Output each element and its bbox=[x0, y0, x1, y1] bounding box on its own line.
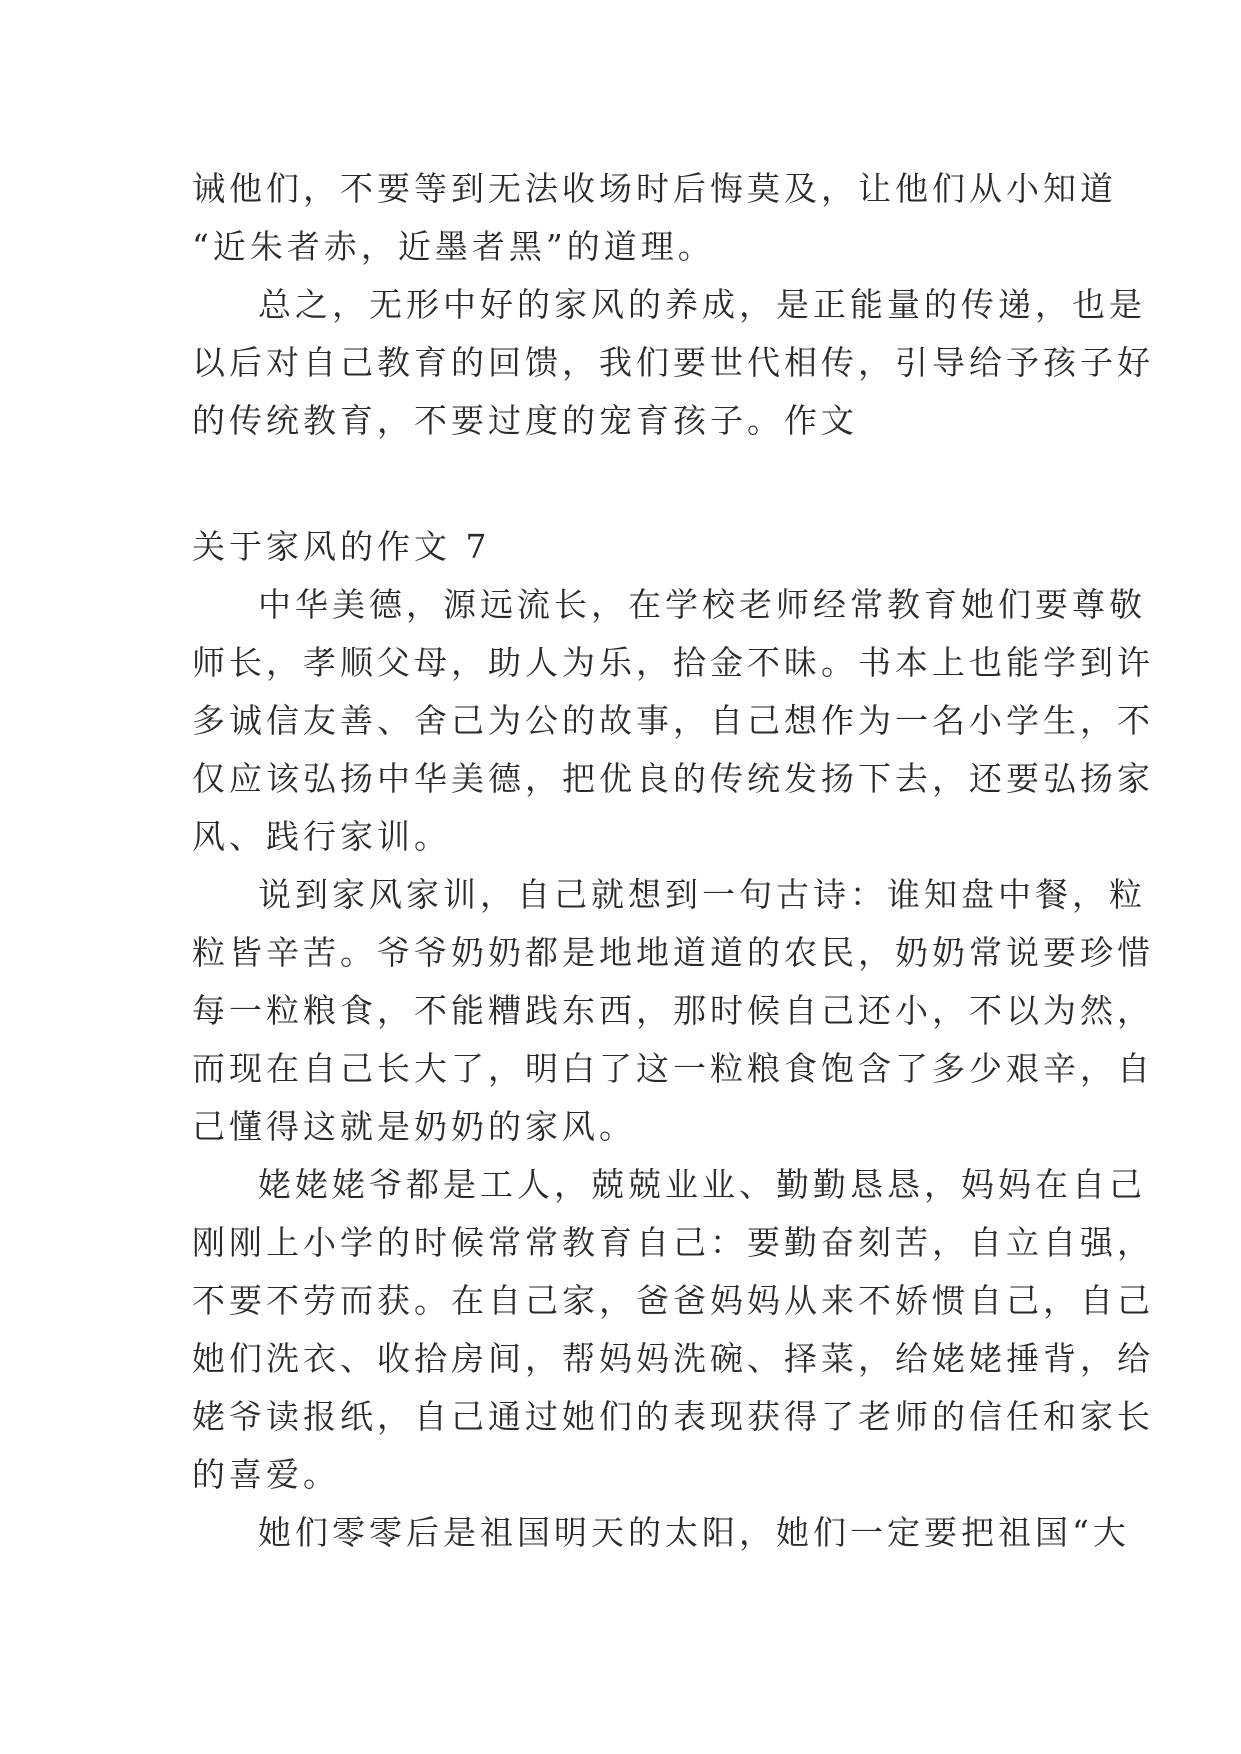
text-line: 己懂得这就是奶奶的家风。 bbox=[192, 1107, 636, 1146]
section-heading: 关于家风的作文 7 bbox=[192, 527, 491, 566]
text-line: 中华美德，源远流长，在学校老师经常教育她们要尊敬 bbox=[258, 585, 1146, 624]
text-line: 的传统教育，不要过度的宠育孩子。作文 bbox=[192, 401, 858, 440]
paragraph bbox=[192, 576, 1154, 866]
paragraph bbox=[192, 1156, 1154, 1504]
text-line: 风、践行家训。 bbox=[192, 817, 451, 856]
paragraph-continuation bbox=[192, 160, 1117, 276]
text-line: 每一粒粮食，不能糟践东西，那时候自己还小，不以为然， bbox=[192, 991, 1154, 1030]
text-line: 姥爷读报纸，自己通过她们的表现获得了老师的信任和家长 bbox=[192, 1397, 1154, 1436]
text-line: 多诚信友善、舍己为公的故事，自己想作为一名小学生，不 bbox=[192, 701, 1154, 740]
text-line: “近朱者赤，近墨者黑”的道理。 bbox=[192, 227, 715, 266]
paragraph bbox=[192, 276, 1154, 450]
paragraph bbox=[192, 1504, 1130, 1562]
text-line: 诫他们，不要等到无法收场时后悔莫及，让他们从小知道 bbox=[192, 169, 1117, 208]
text-line: 总之，无形中好的家风的养成，是正能量的传递，也是 bbox=[258, 285, 1146, 324]
text-line: 以后对自己教育的回馈，我们要世代相传，引导给予孩子好 bbox=[192, 343, 1154, 382]
text-line: 粒皆辛苦。爷爷奶奶都是地地道道的农民，奶奶常说要珍惜 bbox=[192, 933, 1154, 972]
text-line: 说到家风家训，自己就想到一句古诗：谁知盘中餐，粒 bbox=[258, 875, 1146, 914]
text-line: 师长，孝顺父母，助人为乐，拾金不昧。书本上也能学到许 bbox=[192, 643, 1154, 682]
text-line: 仅应该弘扬中华美德，把优良的传统发扬下去，还要弘扬家 bbox=[192, 759, 1154, 798]
text-line: 而现在自己长大了，明白了这一粒粮食饱含了多少艰辛，自 bbox=[192, 1049, 1154, 1088]
text-line: 刚刚上小学的时候常常教育自己：要勤奋刻苦，自立自强， bbox=[192, 1223, 1154, 1262]
text-line: 她们洗衣、收拾房间，帮妈妈洗碗、择菜，给姥姥捶背，给 bbox=[192, 1339, 1154, 1378]
paragraph bbox=[192, 866, 1154, 1156]
text-line: 的喜爱。 bbox=[192, 1455, 340, 1494]
document-body bbox=[192, 160, 1154, 1562]
text-line: 不要不劳而获。在自己家，爸爸妈妈从来不娇惯自己，自己 bbox=[192, 1281, 1154, 1320]
text-line: 她们零零后是祖国明天的太阳，她们一定要把祖国“大 bbox=[258, 1513, 1130, 1552]
text-line: 姥姥姥爷都是工人，兢兢业业、勤勤恳恳，妈妈在自己 bbox=[258, 1165, 1146, 1204]
